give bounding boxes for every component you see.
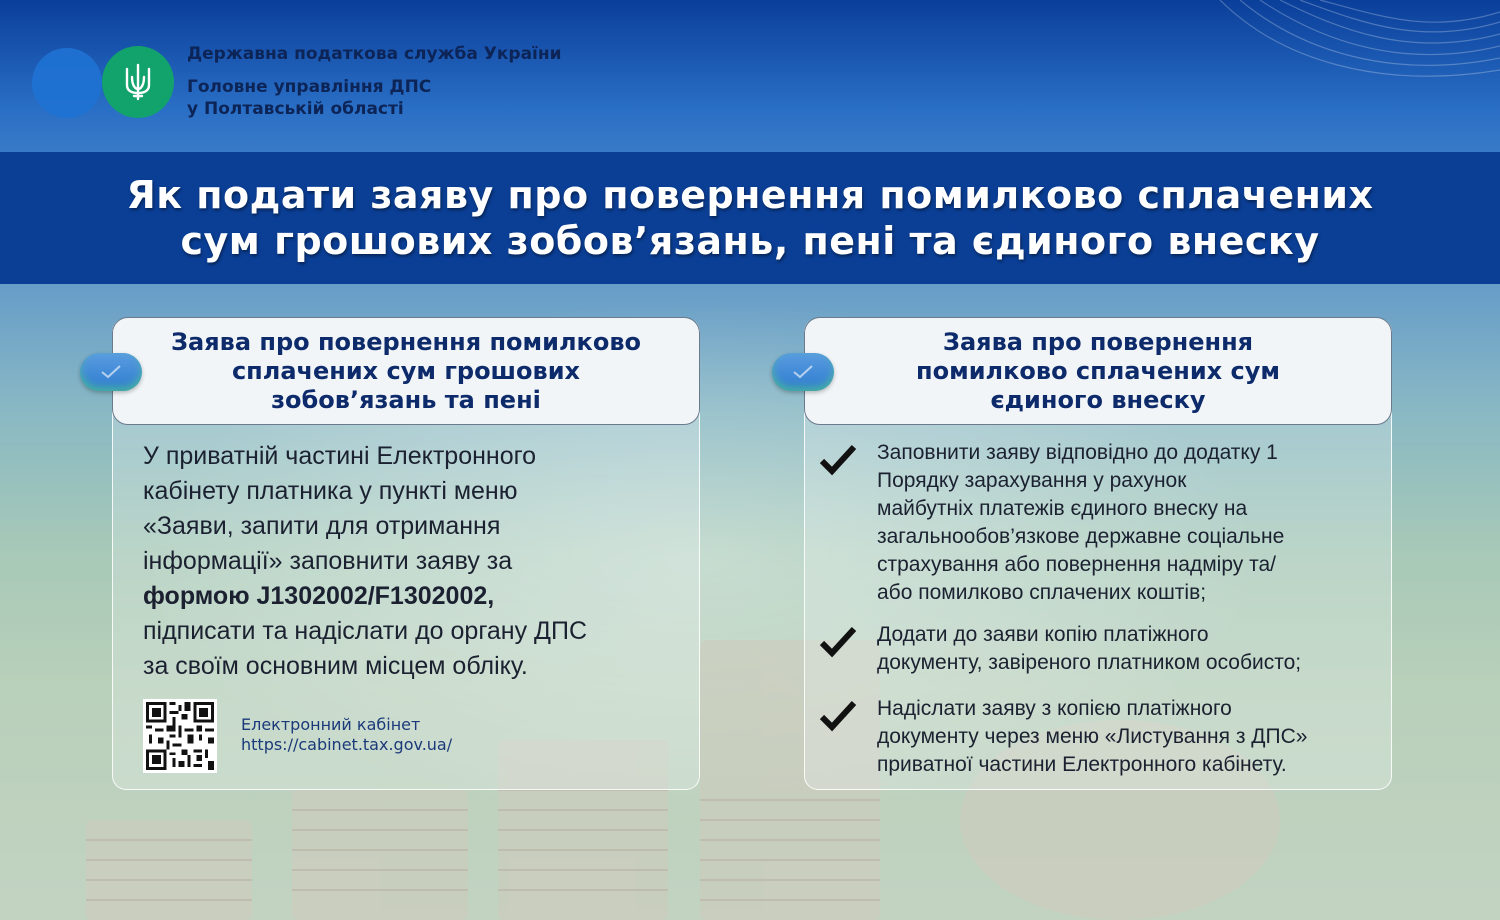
cabinet-label: Електронний кабінет: [241, 715, 421, 734]
text-line: за своїм основним місцем обліку.: [143, 652, 528, 680]
step-text: [877, 621, 1301, 677]
form-number: формою J1302002/F1302002,: [143, 582, 495, 610]
card-heading-text: [171, 328, 641, 415]
logo-blue-circle: [32, 48, 102, 118]
title-line-1: Як подати заяву про повернення помилково сплачених: [126, 173, 1374, 217]
step-text: [877, 439, 1284, 607]
electronic-cabinet-link[interactable]: [241, 715, 452, 755]
card-single-contribution-refund: [804, 318, 1392, 790]
heading-line: Заява про повернення: [942, 327, 1254, 356]
text-line: загальнообов’язкове державне соціальне: [877, 525, 1285, 548]
heading-line: помилково сплачених сум: [916, 356, 1280, 385]
card-heading: [112, 317, 700, 425]
checkmark-icon: [819, 625, 857, 659]
heading-line: єдиного внеску: [990, 385, 1206, 414]
text-line: Заповнити заяву відповідно до додатку 1: [877, 441, 1278, 464]
text-line: документу через меню «Листування з ДПС»: [877, 725, 1308, 748]
card-heading: [804, 317, 1392, 425]
org-line-2: Головне управління ДПС: [187, 77, 432, 97]
cabinet-url[interactable]: https://cabinet.tax.gov.ua/: [241, 735, 453, 754]
text-line: інформації» заповнити заяву за: [143, 547, 513, 575]
text-line: «Заяви, запити для отримання: [143, 512, 501, 540]
logo-green-circle: [102, 46, 174, 118]
page-title: [126, 172, 1373, 264]
text-line: Порядку зарахування у рахунок: [877, 469, 1187, 492]
card-heading-text: [916, 328, 1280, 415]
text-line: Додати до заяви копію платіжного: [877, 623, 1209, 646]
text-line: Надіслати заяву з копією платіжного: [877, 697, 1232, 720]
heading-line: сплачених сум грошових: [231, 356, 581, 385]
step-text: [877, 695, 1307, 779]
text-line: страхування або повернення надміру та/: [877, 553, 1277, 576]
checkmark-icon: [819, 699, 857, 733]
checkmark-icon: [819, 443, 857, 477]
trident-icon: [124, 63, 152, 101]
heading-line: Заява про повернення помилково: [170, 327, 642, 356]
organization-name: [187, 44, 562, 120]
heading-line: зобов’язань та пені: [271, 385, 541, 414]
text-line: підписати та надіслати до органу ДПС: [143, 617, 587, 645]
org-line-1: Державна податкова служба України: [187, 44, 562, 64]
text-line: кабінету платника у пункті меню: [143, 477, 518, 505]
org-line-3: у Полтавській області: [187, 99, 404, 119]
card-debt-penalty-refund: [112, 318, 700, 790]
check-pill-icon: [772, 353, 834, 391]
text-line: У приватній частині Електронного: [143, 442, 537, 470]
text-line: або помилково сплачених коштів;: [877, 581, 1207, 604]
logo: [32, 46, 182, 120]
text-line: приватної частини Електронного кабінету.: [877, 753, 1287, 776]
text-line: документу, завіреного платником особисто;: [877, 651, 1302, 674]
check-pill-icon: [80, 353, 142, 391]
title-line-2: сум грошових зобов’язань, пені та єдиного внеску: [180, 219, 1320, 263]
instructions-text: [143, 439, 673, 684]
text-line: майбутніх платежів єдиного внеску на: [877, 497, 1248, 520]
title-band: [0, 152, 1500, 284]
qr-code-icon[interactable]: [143, 699, 217, 773]
header: [0, 0, 1500, 152]
